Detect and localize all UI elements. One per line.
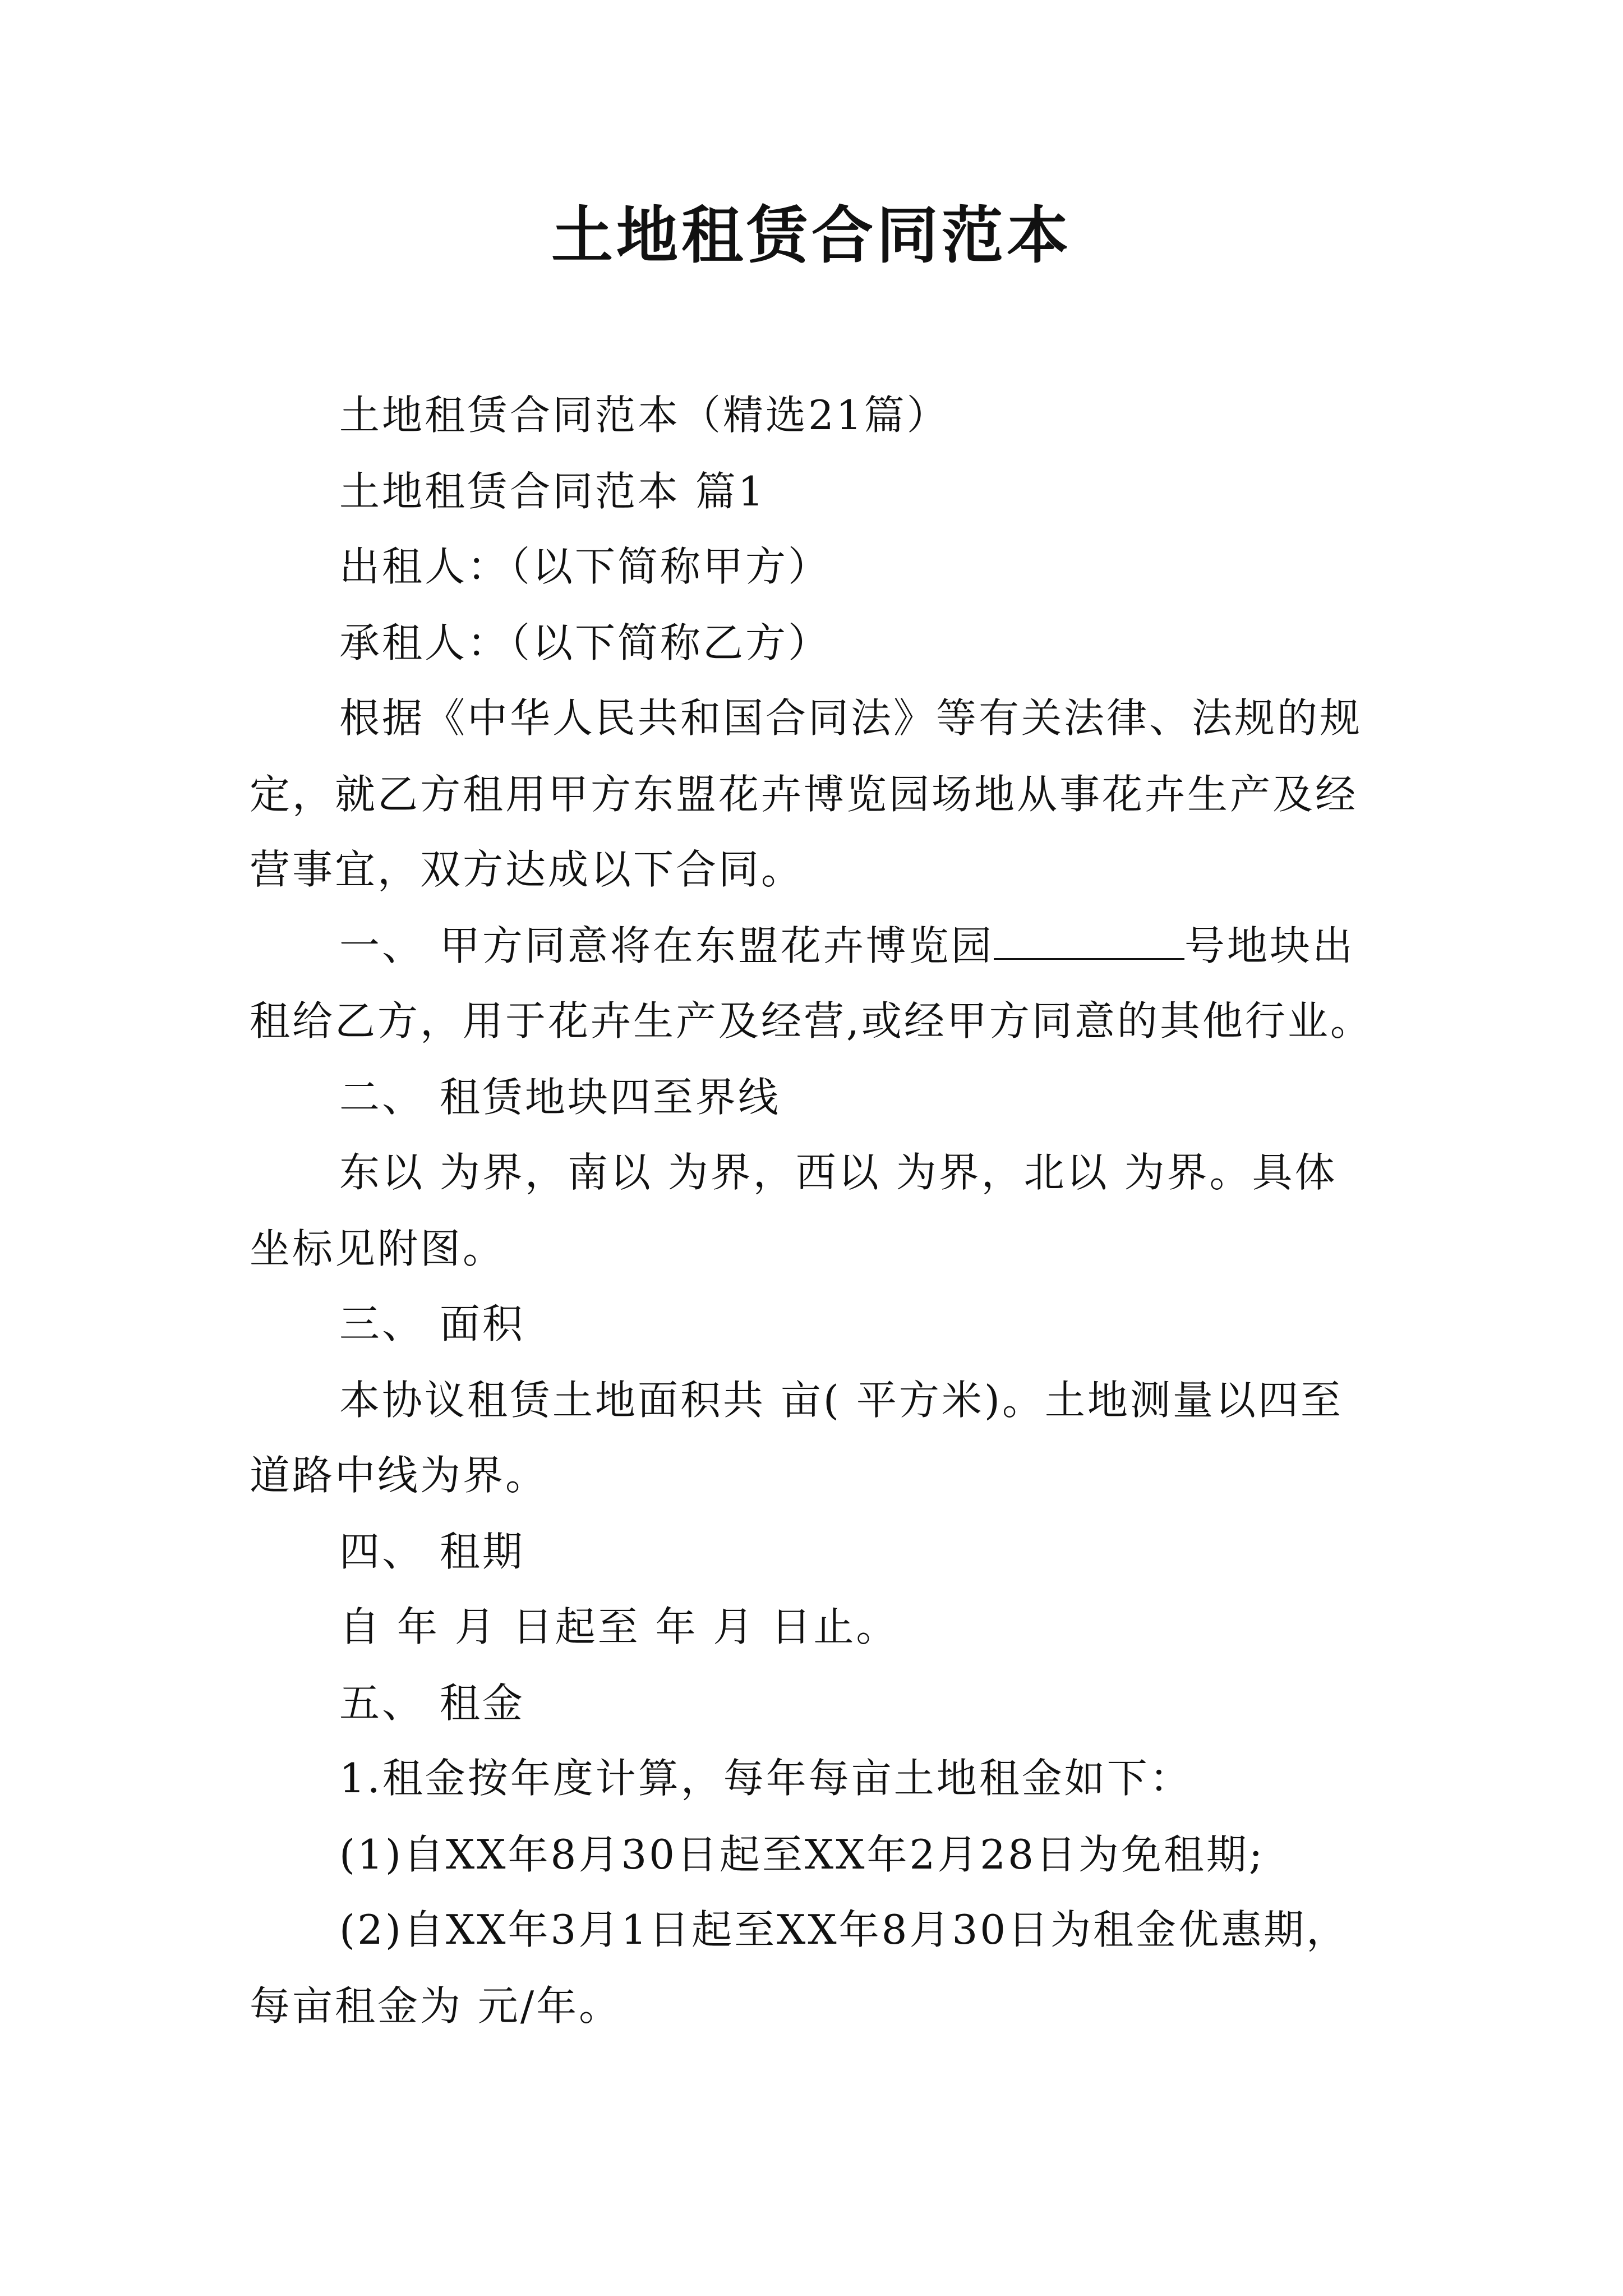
section-heading: 土地租赁合同范本 篇1 xyxy=(339,468,766,515)
paragraph-line: 道路中线为界。 xyxy=(250,1452,548,1499)
clause-one-text-end: 号地块出 xyxy=(1184,922,1355,969)
lessee-line: 承租人：（以下简称乙方） xyxy=(339,619,831,666)
paragraph-line: 坐标见附图。 xyxy=(250,1225,506,1272)
clause-one-line xyxy=(339,918,1399,974)
paragraph-line: 租给乙方，用于花卉生产及经营,或经甲方同意的其他行业。 xyxy=(250,997,1373,1045)
lessor-line: 出租人：（以下简称甲方） xyxy=(339,543,831,590)
clause-one-text: 一、 甲方同意将在东盟花卉博览园 xyxy=(339,922,994,969)
plot-number-blank xyxy=(994,919,1184,960)
paragraph-line: 1.租金按年度计算，每年每亩土地租金如下： xyxy=(339,1755,1192,1802)
paragraph-line: 根据《中华人民共和国合同法》等有关法律、法规的规 xyxy=(339,694,1363,742)
paragraph-line: 东以 为界，南以 为界，西以 为界，北以 为界。具体 xyxy=(339,1149,1338,1196)
clause-heading: 五、 租金 xyxy=(339,1680,525,1727)
paragraph-line: 营事宜，双方达成以下合同。 xyxy=(250,846,804,893)
subtitle-line: 土地租赁合同范本（精选21篇） xyxy=(339,392,949,439)
clause-heading: 二、 租赁地块四至界线 xyxy=(339,1074,781,1121)
paragraph-line: (1)自XX年8月30日起至XX年2月28日为免租期; xyxy=(339,1831,1265,1878)
clause-heading: 四、 租期 xyxy=(339,1528,525,1575)
clause-heading: 三、 面积 xyxy=(339,1300,525,1347)
paragraph-line: 本协议租赁土地面积共 亩( 平方米)。土地测量以四至 xyxy=(339,1377,1343,1424)
document-title: 土地租赁合同范本 xyxy=(551,199,1072,272)
paragraph-line: 定，就乙方租用甲方东盟花卉博览园场地从事花卉生产及经 xyxy=(250,771,1358,818)
paragraph-line: 自 年 月 日起至 年 月 日止。 xyxy=(339,1603,899,1650)
paragraph-line: 每亩租金为 元/年。 xyxy=(250,1982,622,2030)
paragraph-line: (2)自XX年3月1日起至XX年8月30日为租金优惠期， xyxy=(339,1906,1349,1953)
